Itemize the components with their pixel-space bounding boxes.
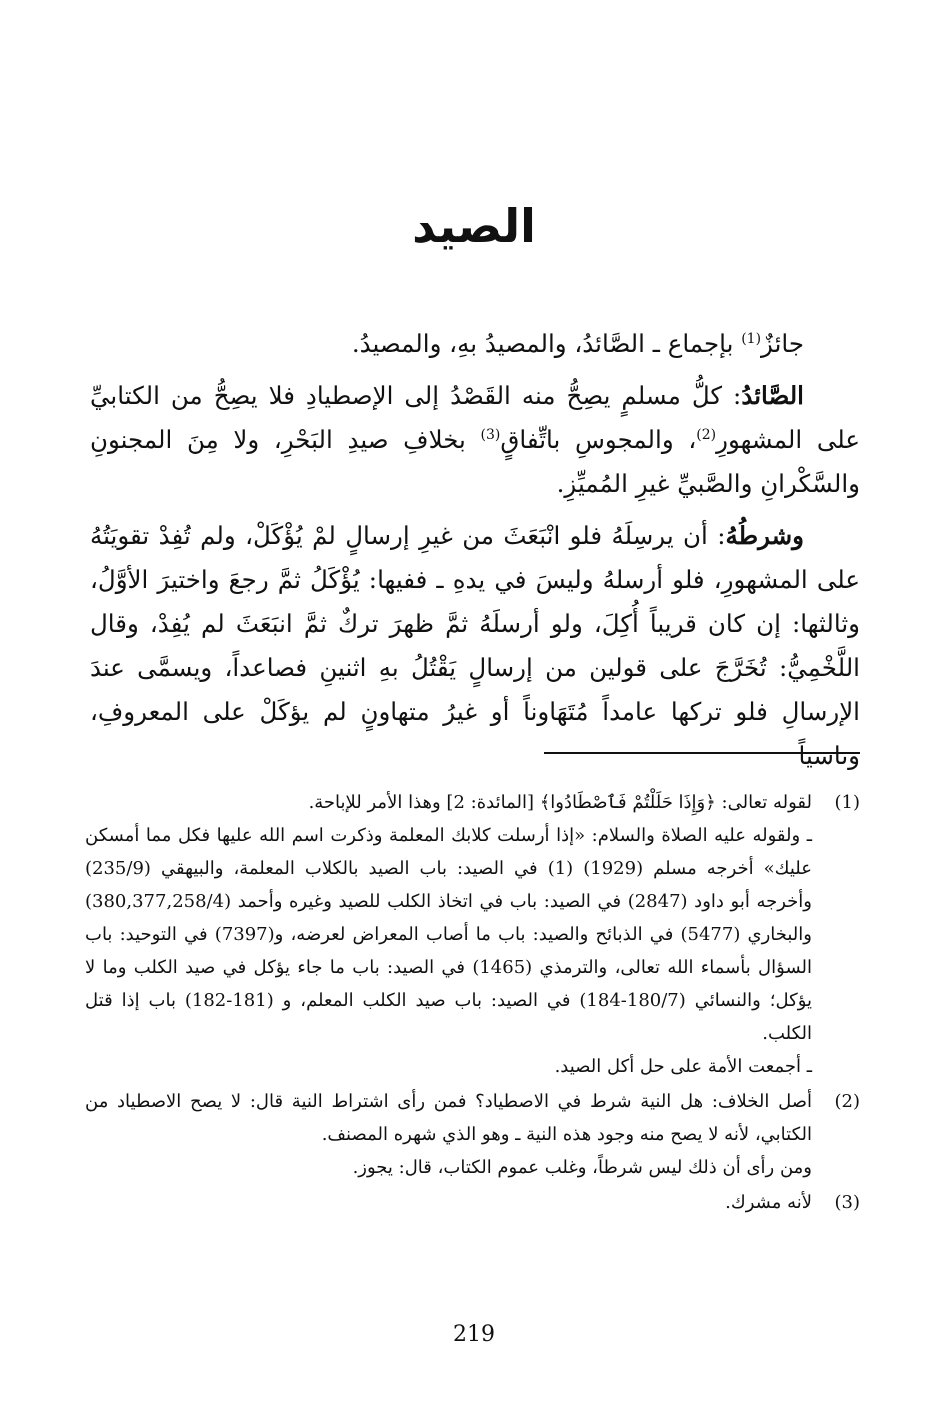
footnotes xyxy=(85,786,860,1221)
paragraph-hunter xyxy=(90,374,860,506)
footnote-body xyxy=(85,1186,812,1219)
footnote-body xyxy=(85,786,812,1083)
footnote-line: ـ ولقوله عليه الصلاة والسلام: «إذا أرسلت كلابك المعلمة وذكرت اسم الله عليها فكل مما أمسكن عليك» أخرجه مسلم (1929) (1) في الصيد: باب الصيد بالكلاب المعلمة، والبيهقي (235/9) وأخرجه أبو داود (2847) في الصيد: باب في اتخاذ الكلب للصيد وغيره وأحمد (380,377,258/4) والبخاري (5477) في الذبائح والصيد: باب ما أصاب المعراض لعرضه، و(7397) في التوحيد: باب السؤال بأسماء الله تعالى، والترمذي (1465) في الصيد: باب ما جاء يؤكل في صيد الكلب وما لا يؤكل؛ والنسائي (180/7-184) في الصيد: باب صيد الكلب المعلم، و (181-182) باب إذا قتل الكلب. xyxy=(85,825,812,1044)
page-number: 219 xyxy=(453,1322,495,1347)
chapter-title: الصيد xyxy=(412,199,536,253)
footnote-number: (1) xyxy=(834,792,860,813)
footnote-ref-2[interactable]: (2) xyxy=(696,426,717,443)
footnote-3 xyxy=(85,1186,860,1219)
footnote-1 xyxy=(85,786,860,1083)
footnote-number: (3) xyxy=(834,1192,860,1213)
footnote-separator xyxy=(544,752,860,754)
paragraph-text: : أن يرسِلَهُ فلو انْبَعَثَ من غيرِ إرسالٍ لمْ يُؤْكَلْ، ولم تُفِدْ تقويَتُهُ على المشهورِ، فلو أرسلهُ وليسَ في يدهِ ـ ففيها: يُؤْكَلُ ثمَّ رجعَ واختيرَ الأوَّلُ، وثالثها: إن كان قريباً أُكِلَ، ولو أرسلَهُ ثمَّ ظهرَ تركٌ ثمَّ انبَعَثَ لم يُفِدْ، وقال اللَّخْمِيُّ: تُخَرَّجَ على قولين من إرسالٍ يَقْتُلُ بهِ اثنينِ فصاعداً، ويسمَّى عندَ الإرسالِ فلو تركها عامداً مُتَهَاوناً أو غيرُ متهاونٍ لم يؤكَلْ على المعروفِ، وناسياً xyxy=(90,521,860,770)
paragraph-text: بخلافِ صيدِ البَحْرِ، ولا مِنَ المجنونِ والسَّكْرانِ والصَّبيِّ غيرِ المُميِّزِ. xyxy=(90,425,860,498)
main-text xyxy=(90,322,860,786)
paragraph-condition xyxy=(90,514,860,778)
footnote-ref-3[interactable]: (3) xyxy=(480,426,501,443)
footnote-ref-1[interactable]: (1) xyxy=(741,330,762,347)
footnote-body xyxy=(85,1085,812,1184)
paragraph-permissibility xyxy=(90,322,860,366)
footnote-line: ومن رأى أن ذلك ليس شرطاً، وغلب عموم الكتاب، قال: يجوز. xyxy=(352,1157,812,1178)
footnote-number: (2) xyxy=(834,1091,860,1112)
footnote-line: أصل الخلاف: هل النية شرط في الاصطياد؟ فمن رأى اشتراط النية قال: لا يصح الاصطياد من الكتابي، لأنه لا يصح منه وجود هذه النية ـ وهو الذي شهره المصنف. xyxy=(85,1091,812,1145)
paragraph-text: جائزٌ xyxy=(761,329,804,358)
paragraph-text: ، والمجوسِ باتِّفاقٍ xyxy=(500,425,697,454)
footnote-line: لأنه مشرك. xyxy=(725,1192,812,1213)
footnote-2 xyxy=(85,1085,860,1184)
paragraph-lead: الصَّائدُ xyxy=(741,381,804,410)
footnote-line: ـ أجمعت الأمة على حل أكل الصيد. xyxy=(554,1056,812,1077)
paragraph-lead: وشرطُهُ xyxy=(725,521,804,550)
paragraph-text: بإجماع ـ الصَّائدُ، والمصيدُ بهِ، والمصيدُ. xyxy=(351,329,742,358)
footnote-line: لقوله تعالى: ﴿وَإِذَا حَلَلْتُمْ فَٱصْطَادُوا﴾ [المائدة: 2] وهذا الأمر للإباحة. xyxy=(308,792,812,813)
paragraph-text: : كلُّ مسلمٍ يصِحُّ منه القَصْدُ إلى الإصطيادِ فلا يصِحُّ من الكتابيِّ على المشهورِ xyxy=(90,381,861,454)
